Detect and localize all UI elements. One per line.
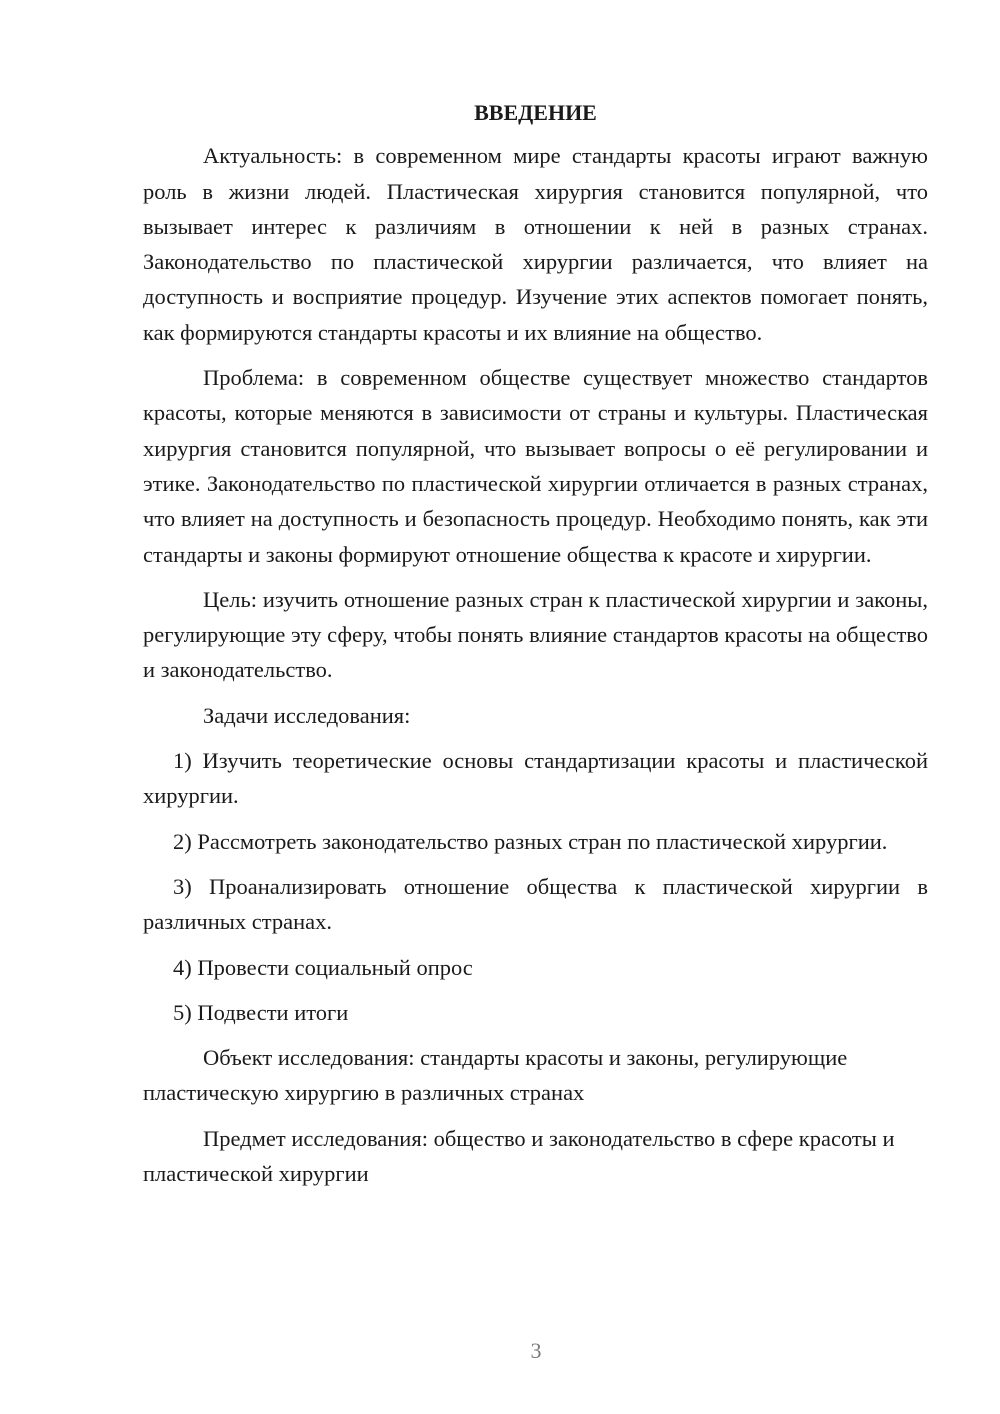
- tasks-heading: Задачи исследования:: [203, 702, 411, 728]
- task-item-1: 1) Изучить теоретические основы стандартизации красоты и пластической хирургии.: [143, 748, 928, 809]
- relevance-paragraph: Актуальность: в современном мире стандарты красоты играют важную роль в жизни людей. Пластическая хирургия становится популярной, что вызывает интерес к различиям в отношении к ней в разных странах. Законодательство по пластической хирургии различается, что влияет на доступность и восприятие процедур. Изучение этих аспектов помогает понять, как формируются стандарты красоты и их влияние на общество.: [143, 143, 928, 345]
- problem-paragraph: Проблема: в современном обществе существует множество стандартов красоты, которые меняются в зависимости от страны и культуры. Пластическая хирургия становится популярной, что вызывает вопросы о её регулировании и этике. Законодательство по пластической хирургии отличается в разных странах, что влияет на доступность и безопасность процедур. Необходимо понять, как эти стандарты и законы формируют отношение общества к красоте и хирургии.: [143, 365, 928, 567]
- page-content: [143, 95, 928, 1201]
- task-item-2: 2) Рассмотреть законодательство разных стран по пластической хирургии.: [173, 828, 888, 854]
- page-number: 3: [530, 1338, 542, 1363]
- task-item-3: 3) Проанализировать отношение общества к пластической хирургии в различных странах.: [143, 873, 928, 935]
- goal-paragraph: Цель: изучить отношение разных стран к пластической хирургии и законы, регулирующие эту сферу, чтобы понять влияние стандартов красоты на общество и законодательство.: [143, 586, 928, 683]
- task-item-4: 4) Провести социальный опрос: [173, 954, 473, 980]
- task-item-5: 5) Подвести итоги: [173, 999, 349, 1025]
- object-paragraph: Объект исследования: стандарты красоты и законы, регулирующие пластическую хирургию в различных странах: [143, 1045, 848, 1106]
- section-title: ВВЕДЕНИЕ: [474, 100, 597, 125]
- subject-paragraph: Предмет исследования: общество и законодательство в сфере красоты и пластической хирургии: [143, 1125, 895, 1187]
